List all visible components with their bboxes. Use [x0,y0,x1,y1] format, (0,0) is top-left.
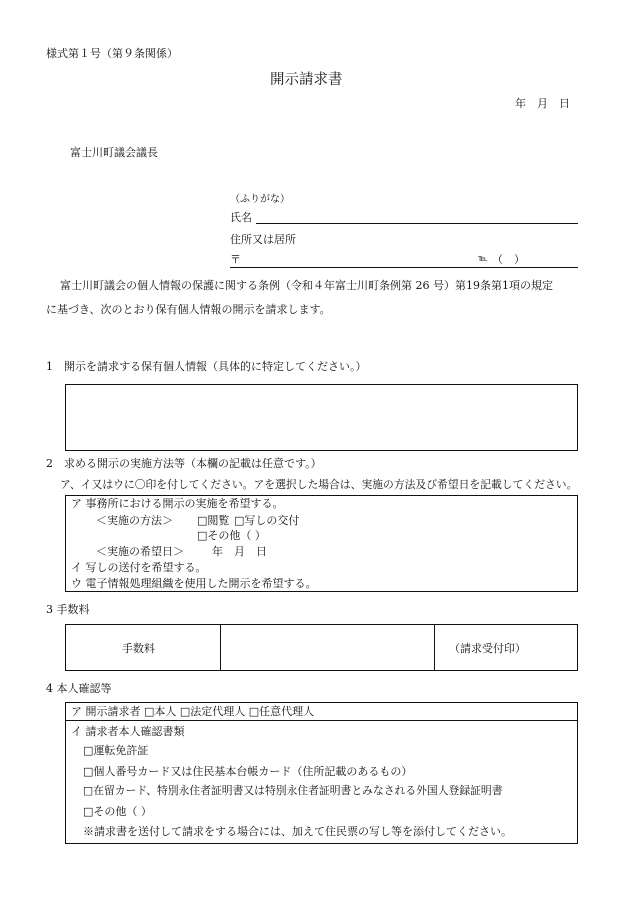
id-doc-residence[interactable]: □在留カード、特別永住者証明書又は特別永住者証明書とみなされる外国人登録証明書 [83,784,503,797]
date-label: ＜実施の希望日＞ [96,545,184,558]
method-view-checkbox[interactable]: □閲覧 [197,514,230,527]
option-u[interactable]: ウ 電子情報処理組織を使用した開示を希望する。 [71,577,317,590]
option-a[interactable]: ア 事務所における開示の実施を希望する。 [71,497,284,510]
section2-note: ア、イ又はウに〇印を付してください。アを選択した場合は、実施の方法及び希望日を記載してください。 [60,478,578,491]
section1-heading: 1 開示を請求する保有個人情報（具体的に特定してください。） [46,360,367,373]
identity-divider [66,720,577,721]
name-label: 氏名 [230,211,252,224]
form-number: 様式第１号（第９条関係） [46,47,178,60]
method-copy-checkbox[interactable]: □写しの交付 [234,514,300,527]
intro-line-2: に基づき、次のとおり保有個人情報の開示を請求します。 [46,303,331,316]
id-doc-license[interactable]: □運転免許証 [83,744,149,757]
id-doc-mynumber[interactable]: □個人番号カード又は住民基本台帳カード（住所記載のあるもの） [83,765,413,778]
section4-heading: 4 本人確認等 [46,682,112,695]
desired-date-fields[interactable]: 年 月 日 [212,545,267,558]
address-field[interactable] [244,252,472,266]
method-label: ＜実施の方法＞ [96,514,173,527]
fee-divider-1 [220,625,221,670]
option-i[interactable]: イ 写しの送付を希望する。 [71,561,207,574]
name-underline [256,223,578,224]
id-docs-note: ※請求書を送付して請求をする場合には、加えて住民票の写し等を添付してください。 [83,825,512,838]
section2-box [65,495,578,592]
date-line: 年 月 日 [515,97,570,110]
tel-parens: （ ） [492,253,525,266]
method-other-checkbox[interactable]: □その他（ ） [197,529,266,542]
address-label: 住所又は居所 [230,233,296,246]
fee-input[interactable] [226,640,426,656]
id-doc-other[interactable]: □その他（ ） [83,805,152,818]
fee-label: 手数料 [122,642,155,655]
fee-table [65,624,578,671]
fee-divider-2 [434,625,435,670]
page-title: 開示請求書 [270,72,343,88]
tel-label: ℡ [478,254,488,264]
id-docs-label: イ 請求者本人確認書類 [71,725,185,738]
addressee: 富士川町議会議長 [70,146,158,159]
requester-type-row[interactable]: ア 開示請求者 □本人 □法定代理人 □任意代理人 [71,705,315,718]
name-field[interactable] [256,208,576,222]
section1-box [65,384,578,451]
address-underline [230,267,578,268]
section1-input[interactable] [70,389,573,446]
furigana-label: （ふりがな） [230,194,290,205]
section3-heading: 3 手数料 [46,603,90,616]
section2-heading: 2 求める開示の実施方法等（本欄の記載は任意です。） [46,457,322,470]
intro-line-1: 富士川町議会の個人情報の保護に関する条例（令和４年富士川町条例第 26 号）第19条第1項の規定 [60,279,553,292]
identity-box [65,702,578,844]
receipt-stamp-label: （請求受付印） [449,642,526,655]
postal-mark: 〒 [230,253,241,266]
